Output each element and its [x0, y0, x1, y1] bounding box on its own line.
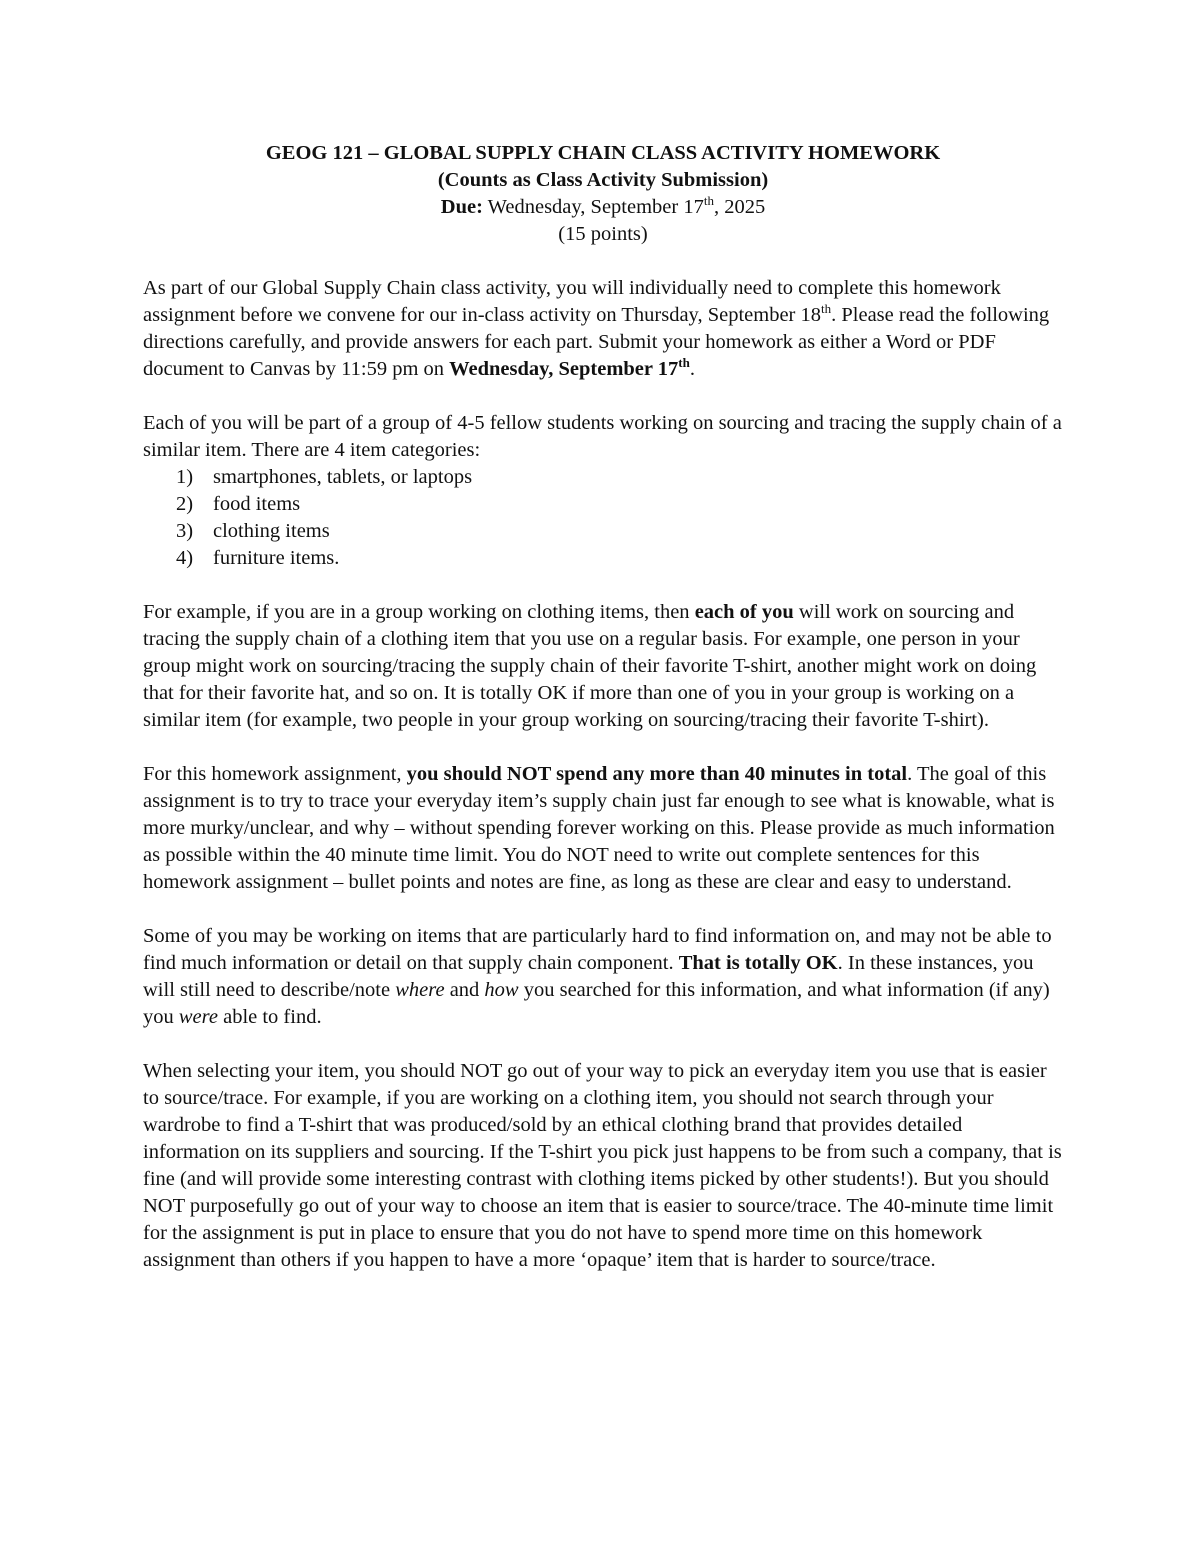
hard-items-paragraph	[143, 923, 1063, 1031]
example-emphasis: each of you	[694, 601, 794, 623]
time-limit-text-continued: . The goal of this assignment is to try to trace your everyday item’s supply chain just far enough to see what is knowable, what is more murky/unclear, and why – without spending forever working on this. Please provide as much information as possible within the 40 minute time limit. You do NOT need to write out complete sentences for this homework assignment – bullet points and notes are fine, as long as these are clear and easy to understand.	[143, 763, 1055, 893]
intro-superscript: th	[821, 301, 832, 317]
list-item	[143, 518, 1063, 545]
due-date-line	[133, 194, 1073, 221]
list-number: 2)	[176, 493, 194, 515]
hard-items-text: Some of you may be working on items that are particularly hard to find information on, and may not be able to find much information or detail on that supply chain component.	[143, 925, 1052, 974]
points-value: (15 points)	[558, 223, 648, 245]
due-label: Due:	[440, 196, 483, 218]
hard-items-text-e: able to find.	[217, 1006, 322, 1028]
hard-items-italic-where: where	[395, 979, 445, 1001]
document-page	[143, 140, 1063, 1301]
intro-deadline: Wednesday, September 17	[449, 358, 679, 380]
list-text: smartphones, tablets, or laptops	[213, 466, 473, 488]
document-header	[133, 140, 1073, 248]
categories-paragraph	[143, 410, 1063, 464]
categories-intro: Each of you will be part of a group of 4-5 fellow students working on sourcing and tracing the supply chain of a similar item. There are 4 item categories:	[143, 412, 1062, 461]
hard-items-italic-were: were	[178, 1006, 218, 1028]
list-number: 3)	[176, 520, 194, 542]
time-limit-emphasis: you should NOT spend any more than 40 minutes in total	[406, 763, 908, 785]
hard-items-emphasis: That is totally OK	[678, 952, 838, 974]
due-date: Wednesday, September 17	[482, 196, 704, 218]
list-item	[143, 464, 1063, 491]
list-text: food items	[213, 493, 301, 515]
due-year: , 2025	[713, 196, 766, 218]
list-item	[143, 545, 1063, 572]
intro-paragraph	[143, 275, 1063, 383]
example-paragraph	[143, 599, 1063, 734]
hard-items-text-c: and	[444, 979, 485, 1001]
example-text-continued: will work on sourcing and tracing the supply chain of a clothing item that you use on a regular basis. For example, one person in your group might work on sourcing/tracing the supply chain of their favorite T-shirt, another might work on doing that for their favorite hat, and so on. It is totally OK if more than one of you in your group is working on a similar item (for example, two people in your group working on sourcing/tracing their favorite T-shirt).	[143, 601, 1037, 731]
intro-text-continued: . Please read the following directions carefully, and provide answers for each part. Submit your homework as either a Word or PDF document to Canvas by 11:59 pm on	[143, 304, 1050, 380]
time-limit-paragraph	[143, 761, 1063, 896]
list-text: furniture items.	[213, 547, 340, 569]
hard-items-text-b: . In these instances, you will still need to describe/note	[143, 952, 1034, 1001]
category-list	[143, 464, 1063, 572]
document-title: GEOG 121 – GLOBAL SUPPLY CHAIN CLASS ACTIVITY HOMEWORK	[265, 142, 941, 164]
intro-deadline-superscript: th	[678, 355, 690, 371]
list-number: 1)	[176, 466, 194, 488]
list-number: 4)	[176, 547, 194, 569]
time-limit-text: For this homework assignment,	[143, 763, 407, 785]
selection-text: When selecting your item, you should NOT go out of your way to pick an everyday item you use that is easier to source/trace. For example, if you are working on a clothing item, you should not search through your wardrobe to find a T-shirt that was produced/sold by an ethical clothing brand that provides detailed information on its suppliers and sourcing. If the T-shirt you pick just happens to be from such a company, that is fine (and will provide some interesting contrast with clothing items picked by other students!). But you should NOT purposefully go out of your way to choose an item that is easier to source/trace. The 40-minute time limit for the assignment is put in place to ensure that you do not have to spend more time on this homework assignment than others if you happen to have a more ‘opaque’ item that is harder to source/trace.	[143, 1060, 1062, 1271]
due-date-superscript: th	[703, 193, 714, 209]
document-subtitle: (Counts as Class Activity Submission)	[437, 169, 769, 191]
intro-end: .	[689, 358, 695, 380]
intro-text: As part of our Global Supply Chain class activity, you will individually need to complete this homework assignment before we convene for our in-class activity on Thursday, September 18	[143, 277, 1001, 326]
selection-paragraph	[143, 1058, 1063, 1274]
hard-items-text-d: you searched for this information, and what information (if any) you	[143, 979, 1050, 1028]
list-item	[143, 491, 1063, 518]
list-text: clothing items	[213, 520, 330, 542]
example-text: For example, if you are in a group working on clothing items, then	[143, 601, 695, 623]
hard-items-italic-how: how	[484, 979, 519, 1001]
